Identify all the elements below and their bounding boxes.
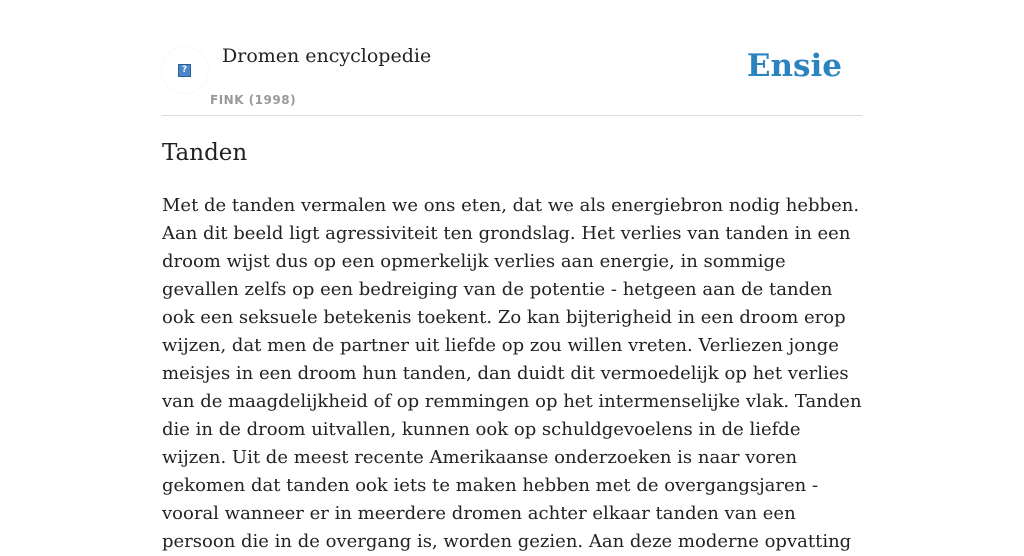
- entry-card: [162, 0, 862, 552]
- entry-body: Met de tanden vermalen we ons eten, dat we als energiebron nodig hebben. Aan dit beeld ligt agressiviteit ten grondslag. Het verlies van tanden in een droom wijst dus op een opmerkelijk verlies aan energie, in sommige gevallen zelfs op een bedreiging van de potentie - hetgeen aan de tanden ook een seksuele betekenis toekent. Zo kan bijterigheid in een droom erop wijzen, dat men de partner uit liefde op zou willen vreten. Verliezen jonge meisjes in een droom hun tanden, dan duidt dit vermoedelijk op het verlies van de maagdelijkheid of op remmingen op het intermenselijke vlak. Tanden die in de droom uitvallen, kunnen ook op schuldgevoelens in de liefde wijzen. Uit de meest recente Amerikaanse onderzoeken is naar voren gekomen dat tanden ook iets te maken hebben met de overgangsjaren - vooral wanneer er in meerdere dromen achter elkaar tanden van een persoon die in de overgang is, worden gezien. Aan deze moderne opvatting: [162, 195, 862, 552]
- question-mark-icon: ?: [178, 64, 191, 77]
- source-title[interactable]: Dromen encyclopedie: [222, 45, 432, 67]
- entry-title: Tanden: [162, 140, 248, 166]
- source-header: [162, 0, 862, 116]
- ensie-logo[interactable]: Ensie: [746, 48, 842, 84]
- source-logo[interactable]: [162, 47, 208, 93]
- source-author[interactable]: FINK (1998): [210, 93, 297, 107]
